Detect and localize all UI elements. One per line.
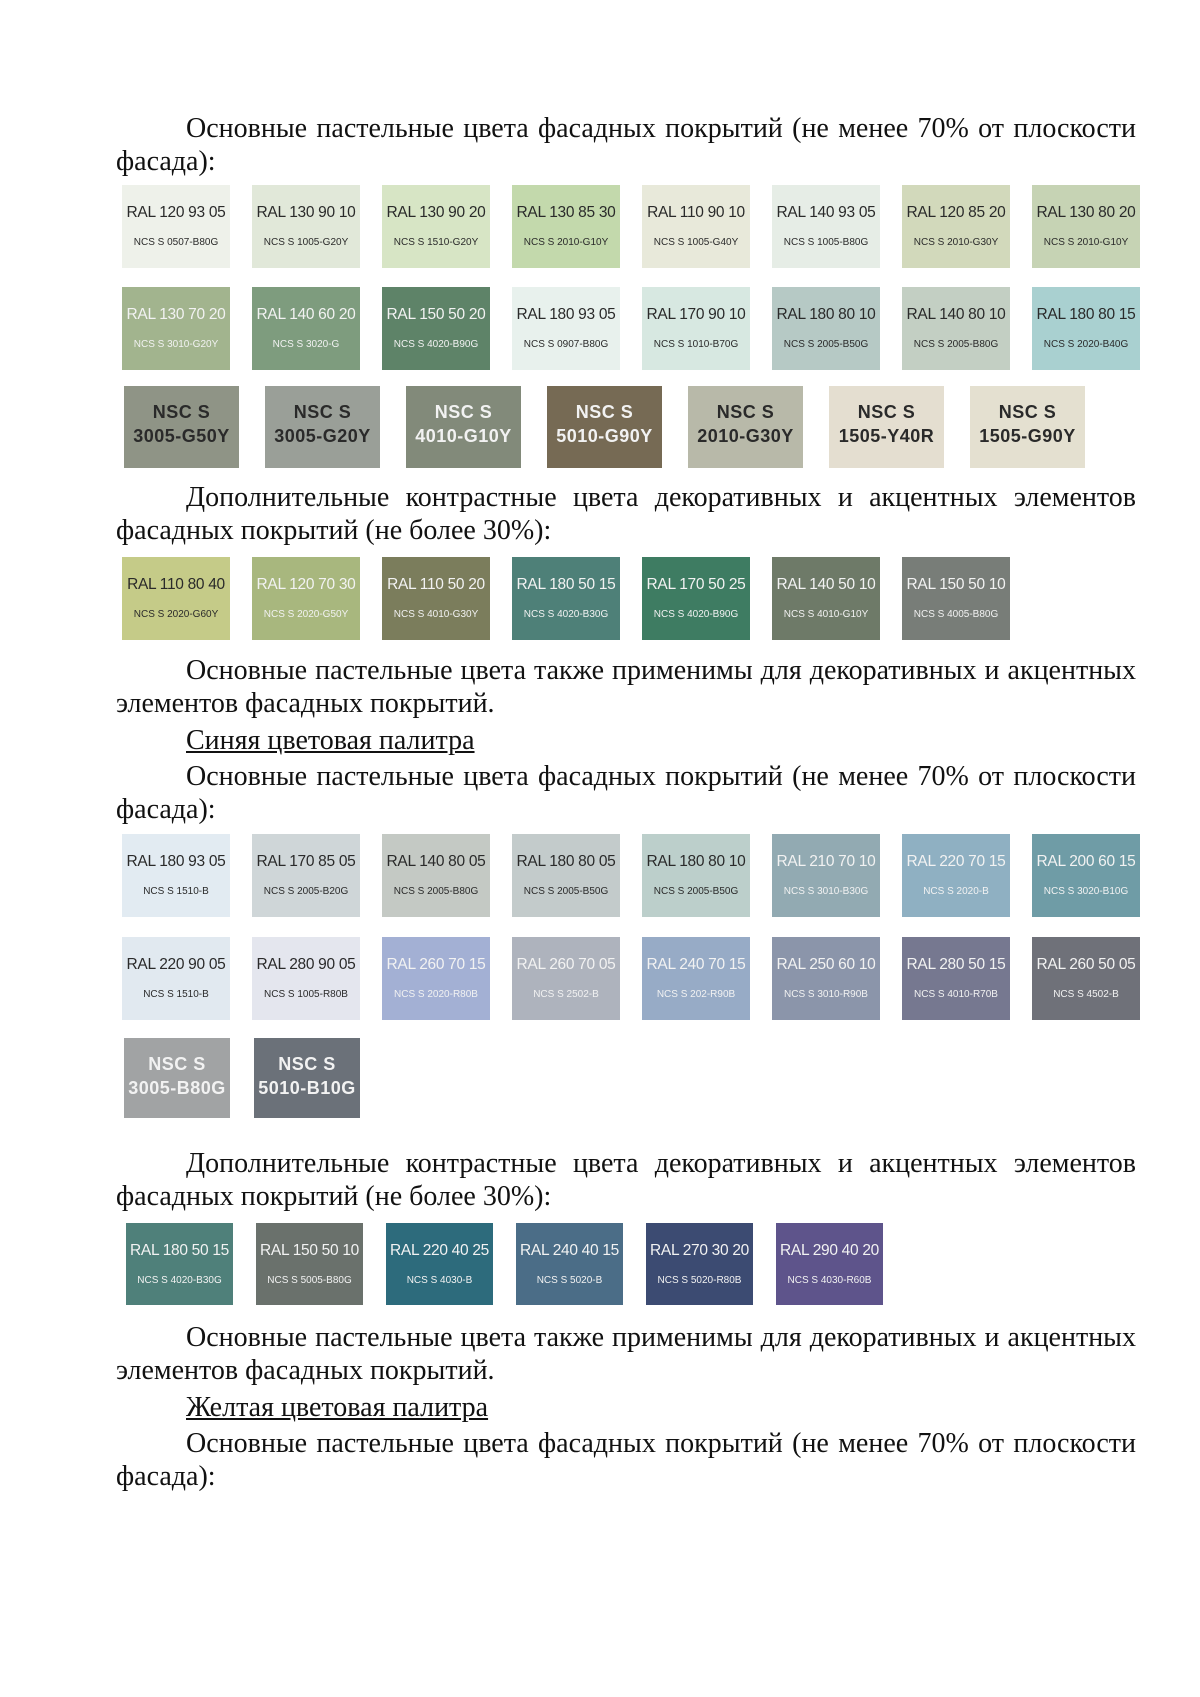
ncs-code: NCS S 2502-B — [533, 989, 599, 1000]
ncs-code: NCS S 202-R90B — [656, 989, 736, 1000]
blue-main-swatch-row-3 — [116, 1034, 1136, 1144]
color-swatch — [252, 287, 360, 370]
blue-contrast-swatch-row — [116, 1211, 1136, 1321]
ncs-label: NSC S — [857, 402, 916, 422]
color-swatch — [382, 287, 490, 370]
ral-code: RAL 260 50 05 — [1036, 956, 1136, 973]
ral-code: RAL 220 90 05 — [126, 956, 226, 973]
ral-code: RAL 270 30 20 — [650, 1242, 749, 1259]
ncs-code: NCS S 5020-B — [536, 1275, 603, 1286]
ncs-code: NCS S 3010-B30G — [783, 886, 869, 897]
blue-main-swatch-row-2 — [116, 930, 1136, 1034]
ncs-label: NSC S — [152, 402, 211, 422]
color-swatch — [772, 937, 880, 1020]
color-swatch — [1032, 287, 1140, 370]
ral-code: RAL 140 80 05 — [386, 853, 486, 870]
ncs-code: NCS S 4030-R60B — [787, 1275, 872, 1286]
ral-code: RAL 110 90 10 — [647, 204, 745, 221]
color-swatch — [382, 937, 490, 1020]
document-page — [116, 112, 1136, 1493]
ncs-code: NCS S 2020-G50Y — [263, 609, 349, 620]
color-swatch — [902, 287, 1010, 370]
ncs-label: NSC S — [434, 402, 493, 422]
color-swatch — [688, 386, 803, 468]
ncs-code: NCS S 2020-B40G — [1043, 339, 1129, 350]
ncs-code: NCS S 2005-B80G — [913, 339, 999, 350]
ral-code: RAL 240 40 15 — [520, 1242, 619, 1259]
ncs-code: NCS S 1010-B70G — [653, 339, 739, 350]
ncs-code: NCS S 3020-B10G — [1043, 886, 1129, 897]
color-swatch — [386, 1223, 493, 1305]
color-swatch — [122, 557, 230, 640]
ncs-code: NCS S 2005-B50G — [783, 339, 869, 350]
blue-palette-heading: Синяя цветовая палитра — [186, 725, 475, 756]
ral-code: RAL 280 90 05 — [256, 956, 356, 973]
blue-contrast-intro: Дополнительные контрастные цвета декоративных и акцентных элементов фасадных покрытий (не более 30%): — [116, 1148, 1136, 1212]
ncs-code: NCS S 2010-G10Y — [523, 237, 609, 248]
color-swatch — [512, 834, 620, 917]
color-swatch — [252, 834, 360, 917]
ral-code: RAL 180 80 10 — [646, 853, 746, 870]
ncs-code: 3005-B80G — [128, 1078, 226, 1098]
color-swatch — [252, 185, 360, 268]
ncs-label: NSC S — [278, 1054, 336, 1074]
blue-note: Основные пастельные цвета также применимы для декоративных и акцентных элементов фасадных покрытий. — [116, 1322, 1136, 1386]
color-swatch — [256, 1223, 363, 1305]
ncs-code: NCS S 1510-G20Y — [393, 237, 479, 248]
ncs-code: NCS S 2005-B50G — [653, 886, 739, 897]
ral-code: RAL 110 50 20 — [387, 576, 485, 593]
ral-code: RAL 180 80 05 — [516, 853, 616, 870]
green-main-swatch-row-2 — [116, 281, 1136, 380]
blue-main-swatch-row-1 — [116, 826, 1136, 930]
ral-code: RAL 170 90 10 — [646, 306, 746, 323]
green-main-swatch-row-3 — [116, 380, 1136, 481]
ncs-code: 1505-Y40R — [838, 426, 935, 446]
color-swatch — [902, 834, 1010, 917]
ncs-code: NCS S 4020-B30G — [523, 609, 609, 620]
color-swatch — [512, 287, 620, 370]
color-swatch — [382, 185, 490, 268]
ncs-code: NCS S 4502-B — [1053, 989, 1119, 1000]
ral-code: RAL 240 70 15 — [646, 956, 746, 973]
ncs-code: NCS S 3020-G — [272, 339, 340, 350]
ral-code: RAL 170 50 25 — [646, 576, 746, 593]
color-swatch — [406, 386, 521, 468]
green-contrast-swatch-row — [116, 545, 1136, 657]
ncs-code: NCS S 2005-B20G — [263, 886, 349, 897]
ral-code: RAL 120 70 30 — [256, 576, 356, 593]
ncs-code: NCS S 4010-G10Y — [783, 609, 869, 620]
color-swatch — [772, 287, 880, 370]
ral-code: RAL 150 50 10 — [260, 1242, 359, 1259]
color-swatch — [252, 557, 360, 640]
ncs-label: NSC S — [575, 402, 634, 422]
ral-code: RAL 120 93 05 — [126, 204, 226, 221]
ncs-code: NCS S 1005-G40Y — [653, 237, 739, 248]
ncs-code: NCS S 4020-B90G — [653, 609, 739, 620]
green-contrast-intro: Дополнительные контрастные цвета декоративных и акцентных элементов фасадных покрытий (не более 30%): — [116, 482, 1136, 546]
ncs-code: 3005-G20Y — [274, 426, 371, 446]
color-swatch — [122, 185, 230, 268]
color-swatch — [642, 937, 750, 1020]
ral-code: RAL 140 60 20 — [256, 306, 356, 323]
yellow-main-intro: Основные пастельные цвета фасадных покрытий (не менее 70% от плоскости фасада): — [116, 1428, 1136, 1492]
ncs-code: NCS S 0907-B80G — [523, 339, 609, 350]
ral-code: RAL 180 50 15 — [516, 576, 616, 593]
ncs-code: 5010-B10G — [258, 1078, 356, 1098]
color-swatch — [547, 386, 662, 468]
ncs-label: NSC S — [148, 1054, 206, 1074]
color-swatch — [646, 1223, 753, 1305]
green-main-swatch-row-1 — [116, 173, 1136, 281]
ral-code: RAL 140 50 10 — [776, 576, 876, 593]
ral-code: RAL 200 60 15 — [1036, 853, 1136, 870]
ncs-code: 1505-G90Y — [979, 426, 1076, 446]
color-swatch — [126, 1223, 233, 1305]
color-swatch — [772, 557, 880, 640]
green-note: Основные пастельные цвета также применимы для декоративных и акцентных элементов фасадных покрытий. — [116, 655, 1136, 719]
ral-code: RAL 150 50 20 — [386, 306, 486, 323]
ral-code: RAL 130 90 20 — [386, 204, 486, 221]
color-swatch — [970, 386, 1085, 468]
ncs-code: NCS S 1510-B — [143, 886, 209, 897]
color-swatch — [642, 557, 750, 640]
ral-code: RAL 180 93 05 — [516, 306, 616, 323]
ncs-code: NCS S 4010-G30Y — [393, 609, 479, 620]
ncs-code: NCS S 3010-G20Y — [133, 339, 219, 350]
ral-code: RAL 130 70 20 — [126, 306, 226, 323]
color-swatch — [1032, 937, 1140, 1020]
ncs-code: NCS S 2005-B80G — [393, 886, 479, 897]
ncs-code: 5010-G90Y — [556, 426, 653, 446]
ral-code: RAL 120 85 20 — [906, 204, 1006, 221]
ncs-code: NCS S 0507-B80G — [133, 237, 219, 248]
color-swatch — [1032, 834, 1140, 917]
color-swatch — [776, 1223, 883, 1305]
color-swatch — [382, 557, 490, 640]
ncs-code: NCS S 2010-G30Y — [913, 237, 999, 248]
ral-code: RAL 130 90 10 — [256, 204, 356, 221]
ncs-code: NCS S 4020-B30G — [137, 1275, 222, 1286]
color-swatch — [516, 1223, 623, 1305]
ncs-code: NCS S 4020-B90G — [393, 339, 479, 350]
color-swatch — [902, 185, 1010, 268]
ral-code: RAL 210 70 10 — [776, 853, 876, 870]
ncs-label: NSC S — [716, 402, 775, 422]
ral-code: RAL 150 50 10 — [906, 576, 1006, 593]
color-swatch — [642, 834, 750, 917]
ncs-code: NCS S 1005-B80G — [783, 237, 869, 248]
ncs-code: NCS S 4010-R70B — [914, 989, 998, 1000]
color-swatch — [829, 386, 944, 468]
ral-code: RAL 180 80 10 — [776, 306, 876, 323]
color-swatch — [122, 834, 230, 917]
ncs-code: NCS S 2020-B — [923, 886, 989, 897]
ncs-label: NSC S — [293, 402, 352, 422]
color-swatch — [124, 1038, 230, 1118]
color-swatch — [382, 834, 490, 917]
color-swatch — [122, 287, 230, 370]
color-swatch — [902, 557, 1010, 640]
ral-code: RAL 220 40 25 — [390, 1242, 489, 1259]
color-swatch — [252, 937, 360, 1020]
ncs-code: 3005-G50Y — [133, 426, 230, 446]
color-swatch — [772, 834, 880, 917]
ral-code: RAL 130 80 20 — [1036, 204, 1136, 221]
ncs-code: 4010-G10Y — [415, 426, 512, 446]
ncs-code: NCS S 2010-G10Y — [1043, 237, 1129, 248]
color-swatch — [642, 185, 750, 268]
color-swatch — [122, 937, 230, 1020]
ncs-code: NCS S 5005-B80G — [267, 1275, 352, 1286]
ral-code: RAL 140 80 10 — [906, 306, 1006, 323]
color-swatch — [265, 386, 380, 468]
ral-code: RAL 250 60 10 — [776, 956, 876, 973]
ral-code: RAL 260 70 15 — [386, 956, 486, 973]
ral-code: RAL 280 50 15 — [906, 956, 1006, 973]
ral-code: RAL 180 80 15 — [1036, 306, 1136, 323]
ncs-code: NCS S 1510-B — [143, 989, 209, 1000]
green-main-intro: Основные пастельные цвета фасадных покрытий (не менее 70% от плоскости фасада): — [116, 113, 1136, 177]
color-swatch — [124, 386, 239, 468]
color-swatch — [254, 1038, 360, 1118]
ncs-label: NSC S — [998, 402, 1057, 422]
ral-code: RAL 110 80 40 — [127, 576, 225, 593]
yellow-palette-heading: Желтая цветовая палитра — [186, 1392, 489, 1423]
color-swatch — [642, 287, 750, 370]
color-swatch — [512, 937, 620, 1020]
color-swatch — [902, 937, 1010, 1020]
ral-code: RAL 220 70 15 — [906, 853, 1006, 870]
color-swatch — [772, 185, 880, 268]
ncs-code: NCS S 2020-R80B — [394, 989, 478, 1000]
ncs-code: NCS S 1005-R80B — [264, 989, 348, 1000]
ral-code: RAL 260 70 05 — [516, 956, 616, 973]
ral-code: RAL 130 85 30 — [516, 204, 616, 221]
ncs-code: NCS S 4030-B — [406, 1275, 473, 1286]
ral-code: RAL 170 85 05 — [256, 853, 356, 870]
ncs-code: NCS S 3010-R90B — [784, 989, 868, 1000]
color-swatch — [512, 185, 620, 268]
color-swatch — [1032, 185, 1140, 268]
ncs-code: NCS S 2020-G60Y — [133, 609, 219, 620]
ncs-code: NCS S 2005-B50G — [523, 886, 609, 897]
color-swatch — [512, 557, 620, 640]
ncs-code: 2010-G30Y — [697, 426, 794, 446]
blue-main-intro: Основные пастельные цвета фасадных покрытий (не менее 70% от плоскости фасада): — [116, 761, 1136, 825]
ncs-code: NCS S 1005-G20Y — [263, 237, 349, 248]
ral-code: RAL 180 50 15 — [130, 1242, 229, 1259]
ncs-code: NCS S 5020-R80B — [657, 1275, 742, 1286]
ral-code: RAL 140 93 05 — [776, 204, 876, 221]
ral-code: RAL 180 93 05 — [126, 853, 226, 870]
ral-code: RAL 290 40 20 — [780, 1242, 879, 1259]
ncs-code: NCS S 4005-B80G — [913, 609, 999, 620]
